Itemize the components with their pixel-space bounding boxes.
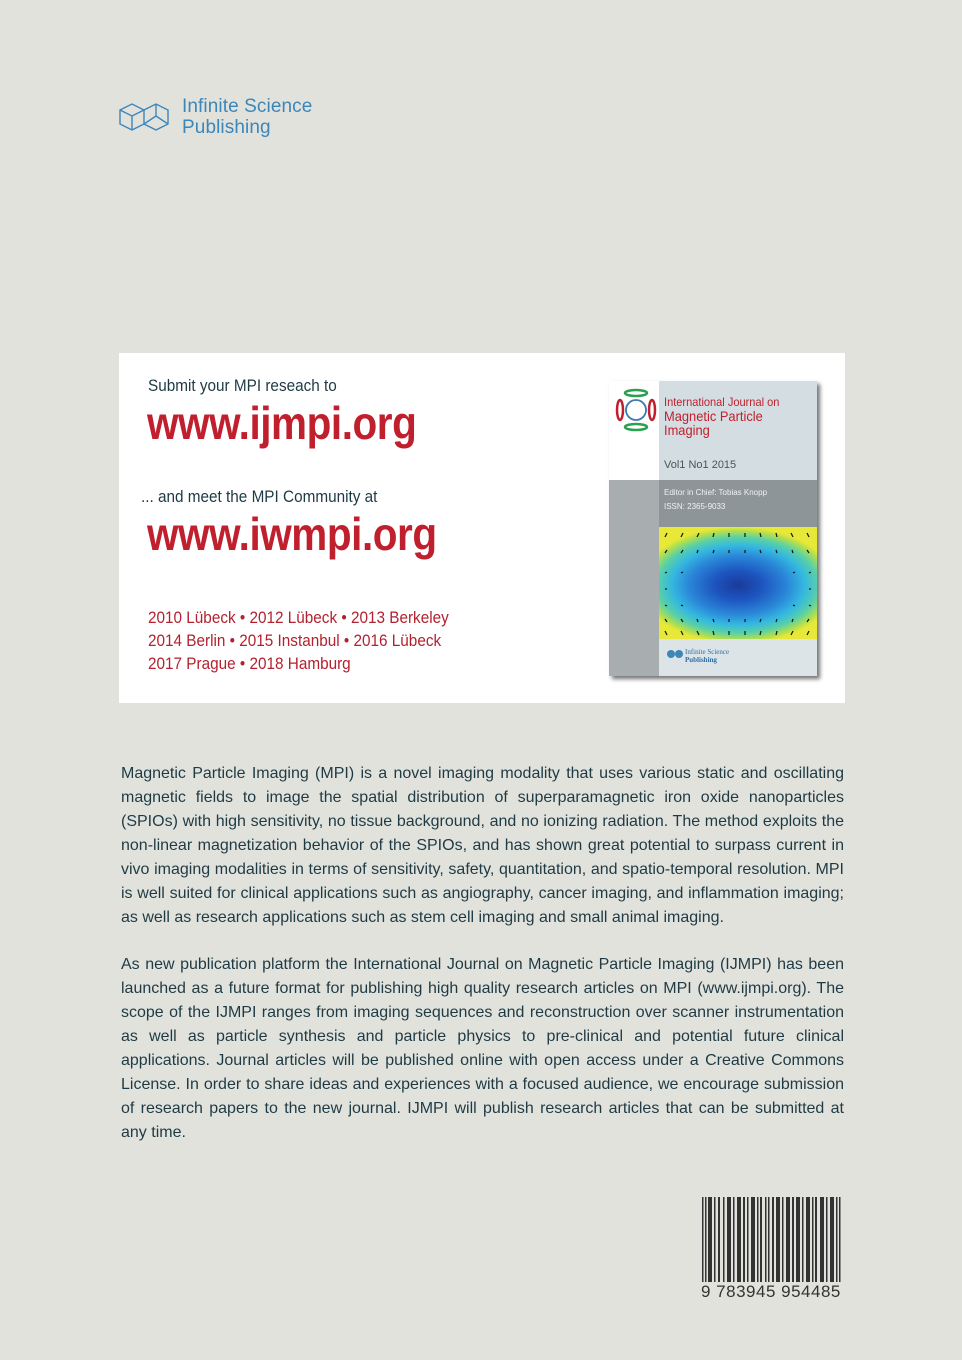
cover-publisher xyxy=(685,648,729,664)
vector-field-icon xyxy=(659,527,817,639)
cover-title-line1: International Journal on xyxy=(664,395,780,409)
publisher-mini-logo-icon xyxy=(666,649,684,659)
cover-field-image xyxy=(659,527,817,639)
paragraph-text: As new publication platform the International Journal on Magnetic Particle Imaging (IJMPI) has been launched as a future format for publishing high quality research articles on MPI (www.ijmpi.org). The scope of the IJMPI ranges from imaging sequences and reconstruction over scanner instrumentation as well as particle synthesis and particle physics to pre-clinical and potential future clinical applications. Journal articles will be published online with open access under a Creative Commons License. In order to share ideas and experiences with a focused audience, we encourage submission of research papers to the new journal. IJMPI will publish research articles that can be submitted at any time. xyxy=(121,956,844,1141)
meet-text: ... and meet the MPI Community at xyxy=(141,487,378,506)
cover-publisher-line1: Infinite Science xyxy=(685,648,730,656)
publisher-logo xyxy=(118,96,312,138)
event-line: 2010 Lübeck • 2012 Lübeck • 2013 Berkeley xyxy=(148,608,449,627)
description-paragraph-1 xyxy=(121,762,844,930)
publisher-name-line2: Publishing xyxy=(182,117,271,138)
journal-cover xyxy=(609,381,817,676)
cover-title-line2: Magnetic Particle Imaging xyxy=(664,408,763,438)
ijmpi-link[interactable]: www.ijmpi.org xyxy=(147,397,417,449)
iwmpi-link[interactable]: www.iwmpi.org xyxy=(147,508,437,560)
coil-logo-icon xyxy=(614,387,658,437)
isbn-number: 9 783945 954485 xyxy=(701,1282,841,1301)
event-line: 2014 Berlin • 2015 Instanbul • 2016 Lübeck xyxy=(148,631,442,650)
hexagon-cube-icon xyxy=(118,102,172,132)
event-line: 2017 Prague • 2018 Hamburg xyxy=(148,654,351,673)
publisher-name-line1: Infinite Science xyxy=(182,96,313,117)
description-paragraph-2 xyxy=(121,953,844,1145)
event-list xyxy=(148,606,449,675)
submit-text: Submit your MPI reseach to xyxy=(148,376,337,395)
publisher-name xyxy=(182,96,312,138)
cover-issn: ISSN: 2365-9033 xyxy=(664,502,726,511)
cover-publisher-line2: Publishing xyxy=(685,656,717,664)
cover-editor: Editor in Chief: Tobias Knopp xyxy=(664,488,768,497)
cover-title xyxy=(664,395,805,437)
cover-logo-area xyxy=(609,381,659,480)
paragraph-text: Magnetic Particle Imaging (MPI) is a novel imaging modality that uses various static and oscillating magnetic fields to image the spatial distribution of superparamagnetic iron oxide nanoparticles (SPIOs) with high sensitivity, no tissue background, and no ionizing radiation. The method exploits the non-linear magnetization behavior of the SPIOs, and has shown great potential to surpass current in vivo imaging modalities in terms of sensitivity, safety, quantitation, and spatio-temporal resolution. MPI is well suited for clinical applications such as angiography, cancer imaging, and inflammation imaging; as well as research applications such as stem cell imaging and small animal imaging. xyxy=(121,765,844,926)
cover-editor-info xyxy=(664,486,767,514)
cover-volume: Vol1 No1 2015 xyxy=(664,459,737,471)
promo-panel xyxy=(119,353,845,703)
